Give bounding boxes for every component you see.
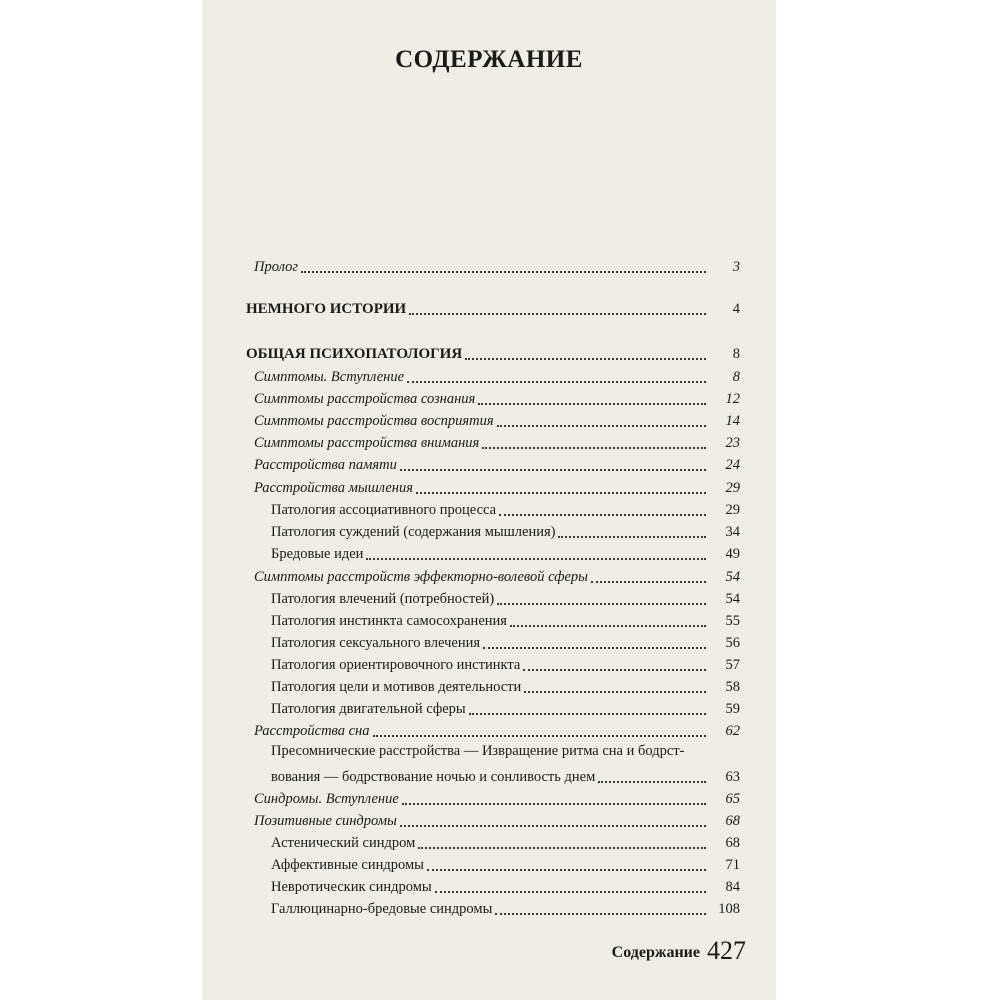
toc-entry-title: Симптомы. Вступление xyxy=(254,369,405,385)
toc-entry-prologue[interactable] xyxy=(254,254,740,276)
leader-dots xyxy=(416,478,706,494)
leader-dots xyxy=(523,655,706,671)
toc-entry-title-line2: вования — бодрствование ночью и сонливость днем xyxy=(271,769,596,785)
toc-entry-title: Симптомы расстройств эффекторно-волевой сферы xyxy=(254,569,588,585)
toc-subentry[interactable] xyxy=(271,874,740,896)
toc-entry-page: 34 xyxy=(725,524,740,540)
running-footer-title: Содержание xyxy=(611,944,700,961)
leader-dots xyxy=(301,257,706,273)
toc-entry[interactable] xyxy=(254,786,740,808)
toc-entry-history[interactable] xyxy=(246,296,740,318)
toc-entry[interactable] xyxy=(254,430,740,452)
toc-entry-title: Патология ассоциативного процесса xyxy=(271,502,497,518)
toc-subentry[interactable] xyxy=(271,608,740,630)
toc-subentry[interactable] xyxy=(271,541,740,563)
leader-dots xyxy=(495,899,706,915)
toc-entry-title: Патология ориентировочного инстинкта xyxy=(271,657,521,673)
toc-entry-title: Невротическик синдромы xyxy=(271,879,432,895)
toc-entry-title: НЕМНОГО ИСТОРИИ xyxy=(246,301,407,317)
toc-heading: СОДЕРЖАНИЕ xyxy=(395,46,583,73)
toc-entry-title: Расстройства мышления xyxy=(254,480,413,496)
leader-dots xyxy=(598,767,706,783)
toc-entry-page: 14 xyxy=(725,413,740,429)
toc-entry-page: 56 xyxy=(725,635,740,651)
leader-dots xyxy=(407,367,706,383)
toc-subentry[interactable] xyxy=(271,852,740,874)
toc-entry[interactable] xyxy=(254,808,740,830)
toc-subentry[interactable] xyxy=(271,652,740,674)
toc-entry-page: 54 xyxy=(725,591,740,607)
leader-dots xyxy=(427,855,706,871)
toc-entry-page: 29 xyxy=(725,502,740,518)
leader-dots xyxy=(409,299,706,315)
toc-entry-page: 29 xyxy=(725,480,740,496)
page-footer xyxy=(202,936,776,976)
toc-entry-page: 8 xyxy=(732,369,740,385)
leader-dots xyxy=(469,699,706,715)
toc-entry[interactable] xyxy=(254,564,740,586)
toc-subentry[interactable] xyxy=(271,630,740,652)
toc-entry[interactable] xyxy=(254,408,740,430)
leader-dots xyxy=(497,589,706,605)
toc-entry-page: 84 xyxy=(725,879,740,895)
toc-entry-title: Позитивные синдромы xyxy=(254,813,397,829)
toc-subentry[interactable] xyxy=(271,519,740,541)
toc-subentry[interactable] xyxy=(271,586,740,608)
toc-entry-page: 4 xyxy=(732,301,740,317)
leader-dots xyxy=(524,677,706,693)
table-of-contents xyxy=(202,0,776,1000)
toc-entry-title: ОБЩАЯ ПСИХОПАТОЛОГИЯ xyxy=(246,346,463,362)
toc-entry[interactable] xyxy=(254,718,740,740)
leader-dots xyxy=(482,433,706,449)
toc-entry-title: Патология инстинкта самосохранения xyxy=(271,613,507,629)
toc-entry-title: Симптомы расстройства сознания xyxy=(254,391,476,407)
leader-dots xyxy=(435,877,706,893)
leader-dots xyxy=(366,544,706,560)
toc-subentry[interactable] xyxy=(271,764,740,786)
toc-entry-title: Симптомы расстройства внимания xyxy=(254,435,480,451)
toc-entry-title: Аффективные синдромы xyxy=(271,857,424,873)
page-number: 427 xyxy=(707,936,746,965)
toc-entry[interactable] xyxy=(254,386,740,408)
toc-entry-page: 62 xyxy=(725,723,740,739)
toc-entry-title: Патология двигательной сферы xyxy=(271,701,466,717)
leader-dots xyxy=(400,811,706,827)
toc-entry-page: 24 xyxy=(725,457,740,473)
toc-entry-page: 59 xyxy=(725,701,740,717)
leader-dots xyxy=(400,455,706,471)
toc-subentry[interactable] xyxy=(271,696,740,718)
toc-entry-page: 23 xyxy=(725,435,740,451)
leader-dots xyxy=(497,411,706,427)
leader-dots xyxy=(483,633,706,649)
toc-entry-page: 108 xyxy=(718,901,740,917)
toc-entry-page: 3 xyxy=(732,259,740,275)
toc-entry-page: 49 xyxy=(725,546,740,562)
book-page xyxy=(202,0,776,1000)
toc-entry[interactable] xyxy=(254,475,740,497)
toc-entry-title: Галлюцинарно-бредовые синдромы xyxy=(271,901,493,917)
leader-dots xyxy=(510,611,706,627)
toc-entry-page: 68 xyxy=(725,835,740,851)
toc-entry-page: 65 xyxy=(725,791,740,807)
leader-dots xyxy=(373,721,706,737)
toc-entry-title: Патология цели и мотивов деятельности xyxy=(271,679,522,695)
toc-entry-title: Патология суждений (содержания мышления) xyxy=(271,524,556,540)
toc-subentry[interactable] xyxy=(271,896,740,918)
leader-dots xyxy=(465,344,706,360)
toc-entry[interactable] xyxy=(254,364,740,386)
toc-entry-page: 54 xyxy=(725,569,740,585)
toc-entry-page: 71 xyxy=(725,857,740,873)
toc-entry-title: Расстройства памяти xyxy=(254,457,397,473)
toc-subentry-title-line1[interactable]: Пресомнические расстройства — Извращение ритма сна и бодрст- xyxy=(271,743,685,759)
toc-entry-page: 12 xyxy=(725,391,740,407)
toc-entry-title: Патология сексуального влечения xyxy=(271,635,481,651)
toc-entry-page: 63 xyxy=(725,769,740,785)
leader-dots xyxy=(418,833,706,849)
toc-entry-title: Патология влечений (потребностей) xyxy=(271,591,495,607)
toc-entry-title: Астенический синдром xyxy=(271,835,416,851)
toc-entry-title: Бредовые идеи xyxy=(271,546,364,562)
toc-entry-title: Пролог xyxy=(254,259,299,275)
leader-dots xyxy=(402,789,706,805)
toc-entry-page: 57 xyxy=(725,657,740,673)
toc-entry-title: Расстройства сна xyxy=(254,723,370,739)
leader-dots xyxy=(591,567,706,583)
toc-subentry[interactable] xyxy=(271,497,740,519)
toc-entry[interactable] xyxy=(254,452,740,474)
toc-entry-page: 8 xyxy=(732,346,740,362)
toc-entry-title: Симптомы расстройства восприятия xyxy=(254,413,494,429)
toc-entry-title: Синдромы. Вступление xyxy=(254,791,399,807)
toc-entry-general-psychopathology[interactable] xyxy=(246,341,740,363)
toc-entry-page: 58 xyxy=(725,679,740,695)
leader-dots xyxy=(478,389,706,405)
leader-dots xyxy=(558,522,706,538)
toc-entry-page: 55 xyxy=(725,613,740,629)
toc-subentry[interactable] xyxy=(271,674,740,696)
toc-subentry[interactable] xyxy=(271,830,740,852)
leader-dots xyxy=(499,500,706,516)
toc-entry-page: 68 xyxy=(725,813,740,829)
